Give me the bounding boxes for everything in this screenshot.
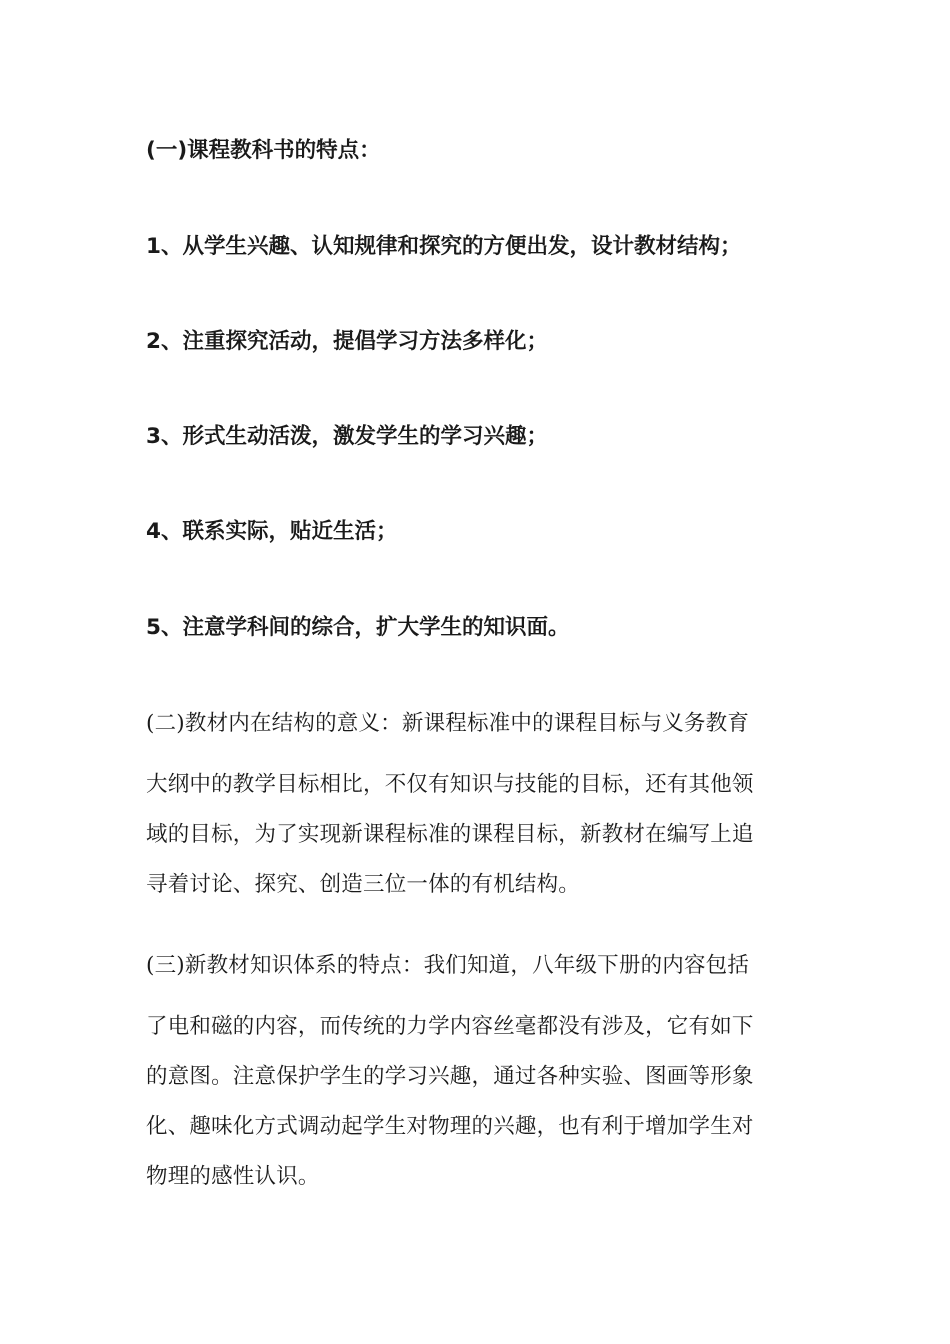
section1-item-1: 1、从学生兴趣、认知规律和探究的方便出发，设计教材结构； <box>146 234 742 259</box>
section1-heading: (一)课程教科书的特点： <box>146 138 381 163</box>
section2-line-4: 寻着讨论、探究、创造三位一体的有机结构。 <box>146 872 581 897</box>
section1-item-5: 5、注意学科间的综合，扩大学生的知识面。 <box>146 615 570 640</box>
section1-item-3: 3、形式生动活泼，激发学生的学习兴趣； <box>146 424 548 449</box>
section3-line-3: 的意图。注意保护学生的学习兴趣，通过各种实验、图画等形象 <box>146 1064 754 1089</box>
section2-line-1: (二)教材内在结构的意义：新课程标准中的课程目标与义务教育 <box>146 711 750 736</box>
section2-line-2: 大纲中的教学目标相比，不仅有知识与技能的目标，还有其他领 <box>146 772 754 797</box>
section1-item-4: 4、联系实际，贴近生活； <box>146 519 398 544</box>
section3-line-2: 了电和磁的内容，而传统的力学内容丝毫都没有涉及，它有如下 <box>146 1014 754 1039</box>
section3-line-1: (三)新教材知识体系的特点：我们知道，八年级下册的内容包括 <box>146 953 750 978</box>
section3-line-4: 化、趣味化方式调动起学生对物理的兴趣，也有利于增加学生对 <box>146 1114 754 1139</box>
section2-line-3: 域的目标，为了实现新课程标准的课程目标，新教材在编写上追 <box>146 822 754 847</box>
section1-item-2: 2、注重探究活动，提倡学习方法多样化； <box>146 329 548 354</box>
section3-line-5: 物理的感性认识。 <box>146 1164 320 1189</box>
